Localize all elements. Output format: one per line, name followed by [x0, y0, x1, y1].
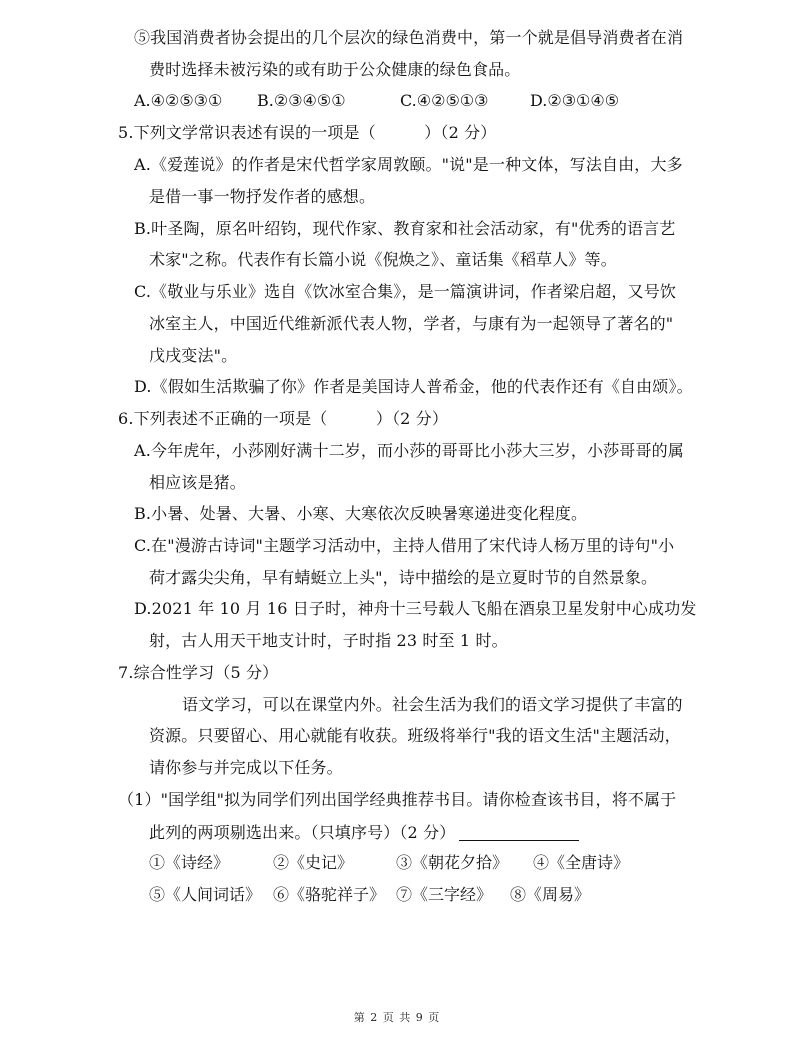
q6-option-c-line-1: C.在"漫游古诗词"主题学习活动中，主持人借用了宋代诗人杨万里的诗句"小: [134, 536, 675, 555]
q5-option-b-line-2: 术家"之称。代表作有长篇小说《倪焕之》、童话集《稻草人》等。: [149, 250, 617, 269]
q4-option-a: A.④②⑤③①: [134, 91, 223, 110]
q7-sub1-line-1: （1）"国学组"拟为同学们列出国学经典推荐书目。请你检查该书目，将不属于: [118, 790, 677, 809]
q6-option-c-line-2: 荷才露尖尖角，早有蜻蜓立上头"，诗中描绘的是立夏时节的自然景象。: [149, 568, 658, 587]
answer-blank[interactable]: [459, 823, 579, 841]
q7-sub1-line-2: 此列的两项剔选出来。（只填序号）（2 分）: [149, 823, 456, 842]
q5-stem: 5.下列文学常识表述有误的一项是（ ）（2 分）: [118, 123, 497, 142]
book-item-7: ⑦《三字经》: [396, 885, 493, 904]
q5-option-c-line-3: 戊戌变法"。: [149, 346, 238, 365]
book-item-3: ③《朝花夕拾》: [396, 853, 509, 872]
book-item-6: ⑥《骆驼祥子》: [273, 885, 386, 904]
book-item-1: ①《诗经》: [149, 853, 230, 872]
q5-option-c-line-1: C.《敬业与乐业》选自《饮冰室合集》，是一篇演讲词，作者梁启超，又号饮: [134, 282, 677, 301]
q7-passage-line-2: 资源。只要留心、用心就能有收获。班级将举行"我的语文生活"主题活动，: [149, 726, 681, 745]
q5-option-a-line-2: 是借一事一物抒发作者的感想。: [149, 187, 376, 206]
q4-option-d: D.②③①④⑤: [530, 91, 620, 110]
q4-option-c: C.④②⑤①③: [400, 91, 489, 110]
q5-option-a-line-1: A.《爱莲说》的作者是宋代哲学家周敦颐。"说"是一种文体，写法自由，大多: [134, 155, 683, 174]
q6-option-d-line-1: D.2021 年 10 月 16 日子时，神舟十三号载人飞船在酒泉卫星发射中心成功发: [134, 599, 697, 618]
q7-passage-line-3: 请你参与并完成以下任务。: [149, 758, 343, 777]
q4-option-b: B.②③④⑤①: [257, 91, 346, 110]
q7-passage-line-1: 语文学习，可以在课堂内外。社会生活为我们的语文学习提供了丰富的: [182, 695, 683, 714]
q6-option-a-line-1: A.今年虎年，小莎刚好满十二岁，而小莎的哥哥比小莎大三岁，小莎哥哥的属: [134, 441, 684, 460]
q7-stem: 7.综合性学习（5 分）: [118, 663, 279, 682]
q6-stem: 6.下列表述不正确的一项是（ ）（2 分）: [118, 409, 448, 428]
q6-option-a-line-2: 相应该是猪。: [149, 473, 246, 492]
book-item-4: ④《全唐诗》: [533, 853, 630, 872]
q5-option-c-line-2: 冰室主人，中国近代维新派代表人物，学者，与康有为一起领导了著名的": [149, 314, 674, 333]
q4-statement-5-line-1: ⑤我国消费者协会提出的几个层次的绿色消费中，第一个就是倡导消费者在消: [134, 28, 684, 47]
q6-option-b-line-1: B.小暑、处暑、大暑、小寒、大寒依次反映暑寒递进变化程度。: [134, 504, 588, 523]
q6-option-d-line-2: 射，古人用天干地支计时，子时指 23 时至 1 时。: [149, 631, 508, 650]
q4-statement-5-line-2: 费时选择未被污染的或有助于公众健康的绿色食品。: [149, 60, 521, 79]
page-footer: 第 2 页 共 9 页: [353, 1011, 441, 1024]
book-item-8: ⑧《周易》: [510, 885, 591, 904]
book-item-5: ⑤《人间词话》: [149, 885, 262, 904]
q7-sub1-line-2-wrapper: [149, 823, 579, 841]
q5-option-b-line-1: B.叶圣陶，原名叶绍钧，现代作家、教育家和社会活动家，有"优秀的语言艺: [134, 219, 676, 238]
q5-option-d-line-1: D.《假如生活欺骗了你》作者是美国诗人普希金，他的代表作还有《自由颂》。: [134, 377, 693, 396]
book-item-2: ②《史记》: [273, 853, 354, 872]
